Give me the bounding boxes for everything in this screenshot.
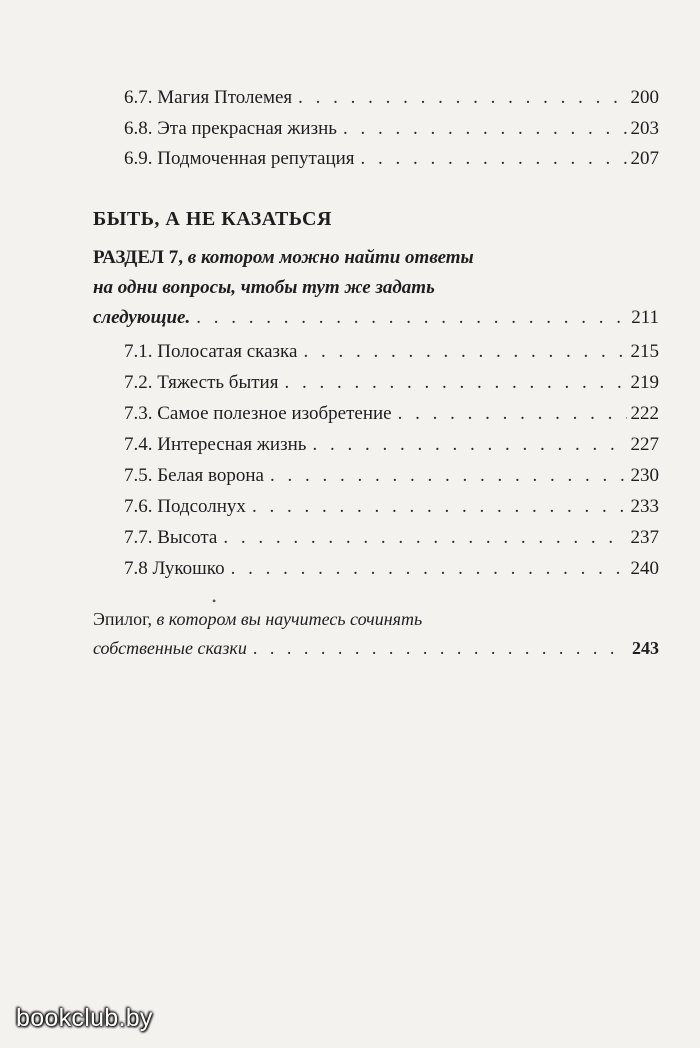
section-title-line-2: на одни вопросы, чтобы тут же задать xyxy=(93,277,435,298)
entry-title: Магия Птолемея xyxy=(157,87,293,108)
section-page: 211 xyxy=(631,307,659,328)
part-heading: БЫТЬ, А НЕ КАЗАТЬСЯ xyxy=(93,208,332,230)
entry-title: Высота xyxy=(157,527,218,548)
dot-leader xyxy=(284,371,626,395)
epilog-line-1 xyxy=(93,607,422,631)
entry-page: 215 xyxy=(630,341,659,362)
section-description: в котором можно найти ответы xyxy=(187,247,474,268)
entry-title: Тяжесть бытия xyxy=(157,372,279,393)
dot-leader xyxy=(252,495,627,519)
dot-leader xyxy=(223,526,626,550)
entry-number: 7.4. xyxy=(124,434,153,455)
toc-entry-7-7 xyxy=(124,526,659,550)
dot-leader xyxy=(196,306,627,330)
entry-page: 233 xyxy=(630,496,659,517)
entry-page: 237 xyxy=(630,527,659,548)
toc-entry-7-3 xyxy=(124,402,659,426)
entry-page: 219 xyxy=(630,372,659,393)
dot-leader xyxy=(253,636,628,660)
entry-page: 203 xyxy=(630,118,659,139)
entry-title: Полосатая сказка xyxy=(157,341,298,362)
entry-number: 7.8 xyxy=(124,558,148,579)
dot-leader xyxy=(270,464,627,488)
toc-entry-7-1 xyxy=(124,340,659,364)
entry-number: 7.1. xyxy=(124,341,153,362)
dot-leader xyxy=(361,147,627,171)
entry-number: 7.5. xyxy=(124,465,153,486)
entry-number: 6.8. xyxy=(124,118,153,139)
entry-number: 7.2. xyxy=(124,372,153,393)
dot-leader xyxy=(343,117,627,141)
entry-title: Эта прекрасная жизнь xyxy=(157,118,337,139)
section-title-line-1 xyxy=(93,246,474,270)
entry-number: 6.9. xyxy=(124,148,153,169)
toc-entry-7-6 xyxy=(124,495,659,519)
entry-number: 6.7. xyxy=(124,87,153,108)
epilog-line-2: собственные сказки . . . 243 xyxy=(93,636,659,660)
dot-leader xyxy=(303,340,626,364)
epilog-page: 243 xyxy=(632,638,659,658)
entry-title: Лукошко xyxy=(152,558,225,579)
toc-entry-6-9 xyxy=(124,147,659,171)
entry-title: Подсолнух xyxy=(157,496,246,517)
toc-entry-7-2 xyxy=(124,371,659,395)
dot-leader xyxy=(231,557,627,581)
entry-page: 200 xyxy=(630,87,659,108)
toc-entry-7-5 xyxy=(124,464,659,488)
entry-page: 207 xyxy=(630,148,659,169)
entry-title: Подмоченная репутация xyxy=(157,148,355,169)
dot-ornament: • xyxy=(212,594,217,608)
section-label: РАЗДЕЛ 7, xyxy=(93,247,183,268)
entry-page: 240 xyxy=(630,558,659,579)
toc-entry-6-8 xyxy=(124,117,659,141)
entry-number: 7.6. xyxy=(124,496,153,517)
toc-entry-7-4 xyxy=(124,433,659,457)
epilog-description: в котором вы научитесь сочинять xyxy=(156,609,423,629)
entry-page: 230 xyxy=(630,465,659,486)
entry-number: 7.7. xyxy=(124,527,153,548)
entry-title: Самое полезное изобретение xyxy=(157,403,392,424)
entry-title: Белая ворона xyxy=(157,465,264,486)
entry-page: 222 xyxy=(630,403,659,424)
toc-entry-6-7 xyxy=(124,86,659,110)
entry-number: 7.3. xyxy=(124,403,153,424)
dot-leader xyxy=(298,86,626,110)
section-title-line-3: следующие. . . . 211 xyxy=(93,306,659,330)
toc-entry-7-8 xyxy=(124,557,659,581)
epilog-label: Эпилог, xyxy=(93,609,152,629)
entry-page: 227 xyxy=(630,434,659,455)
dot-leader xyxy=(398,402,627,426)
entry-title: Интересная жизнь xyxy=(157,434,307,455)
dot-leader xyxy=(312,433,626,457)
watermark-logo: bookclub.by xyxy=(16,1004,153,1032)
